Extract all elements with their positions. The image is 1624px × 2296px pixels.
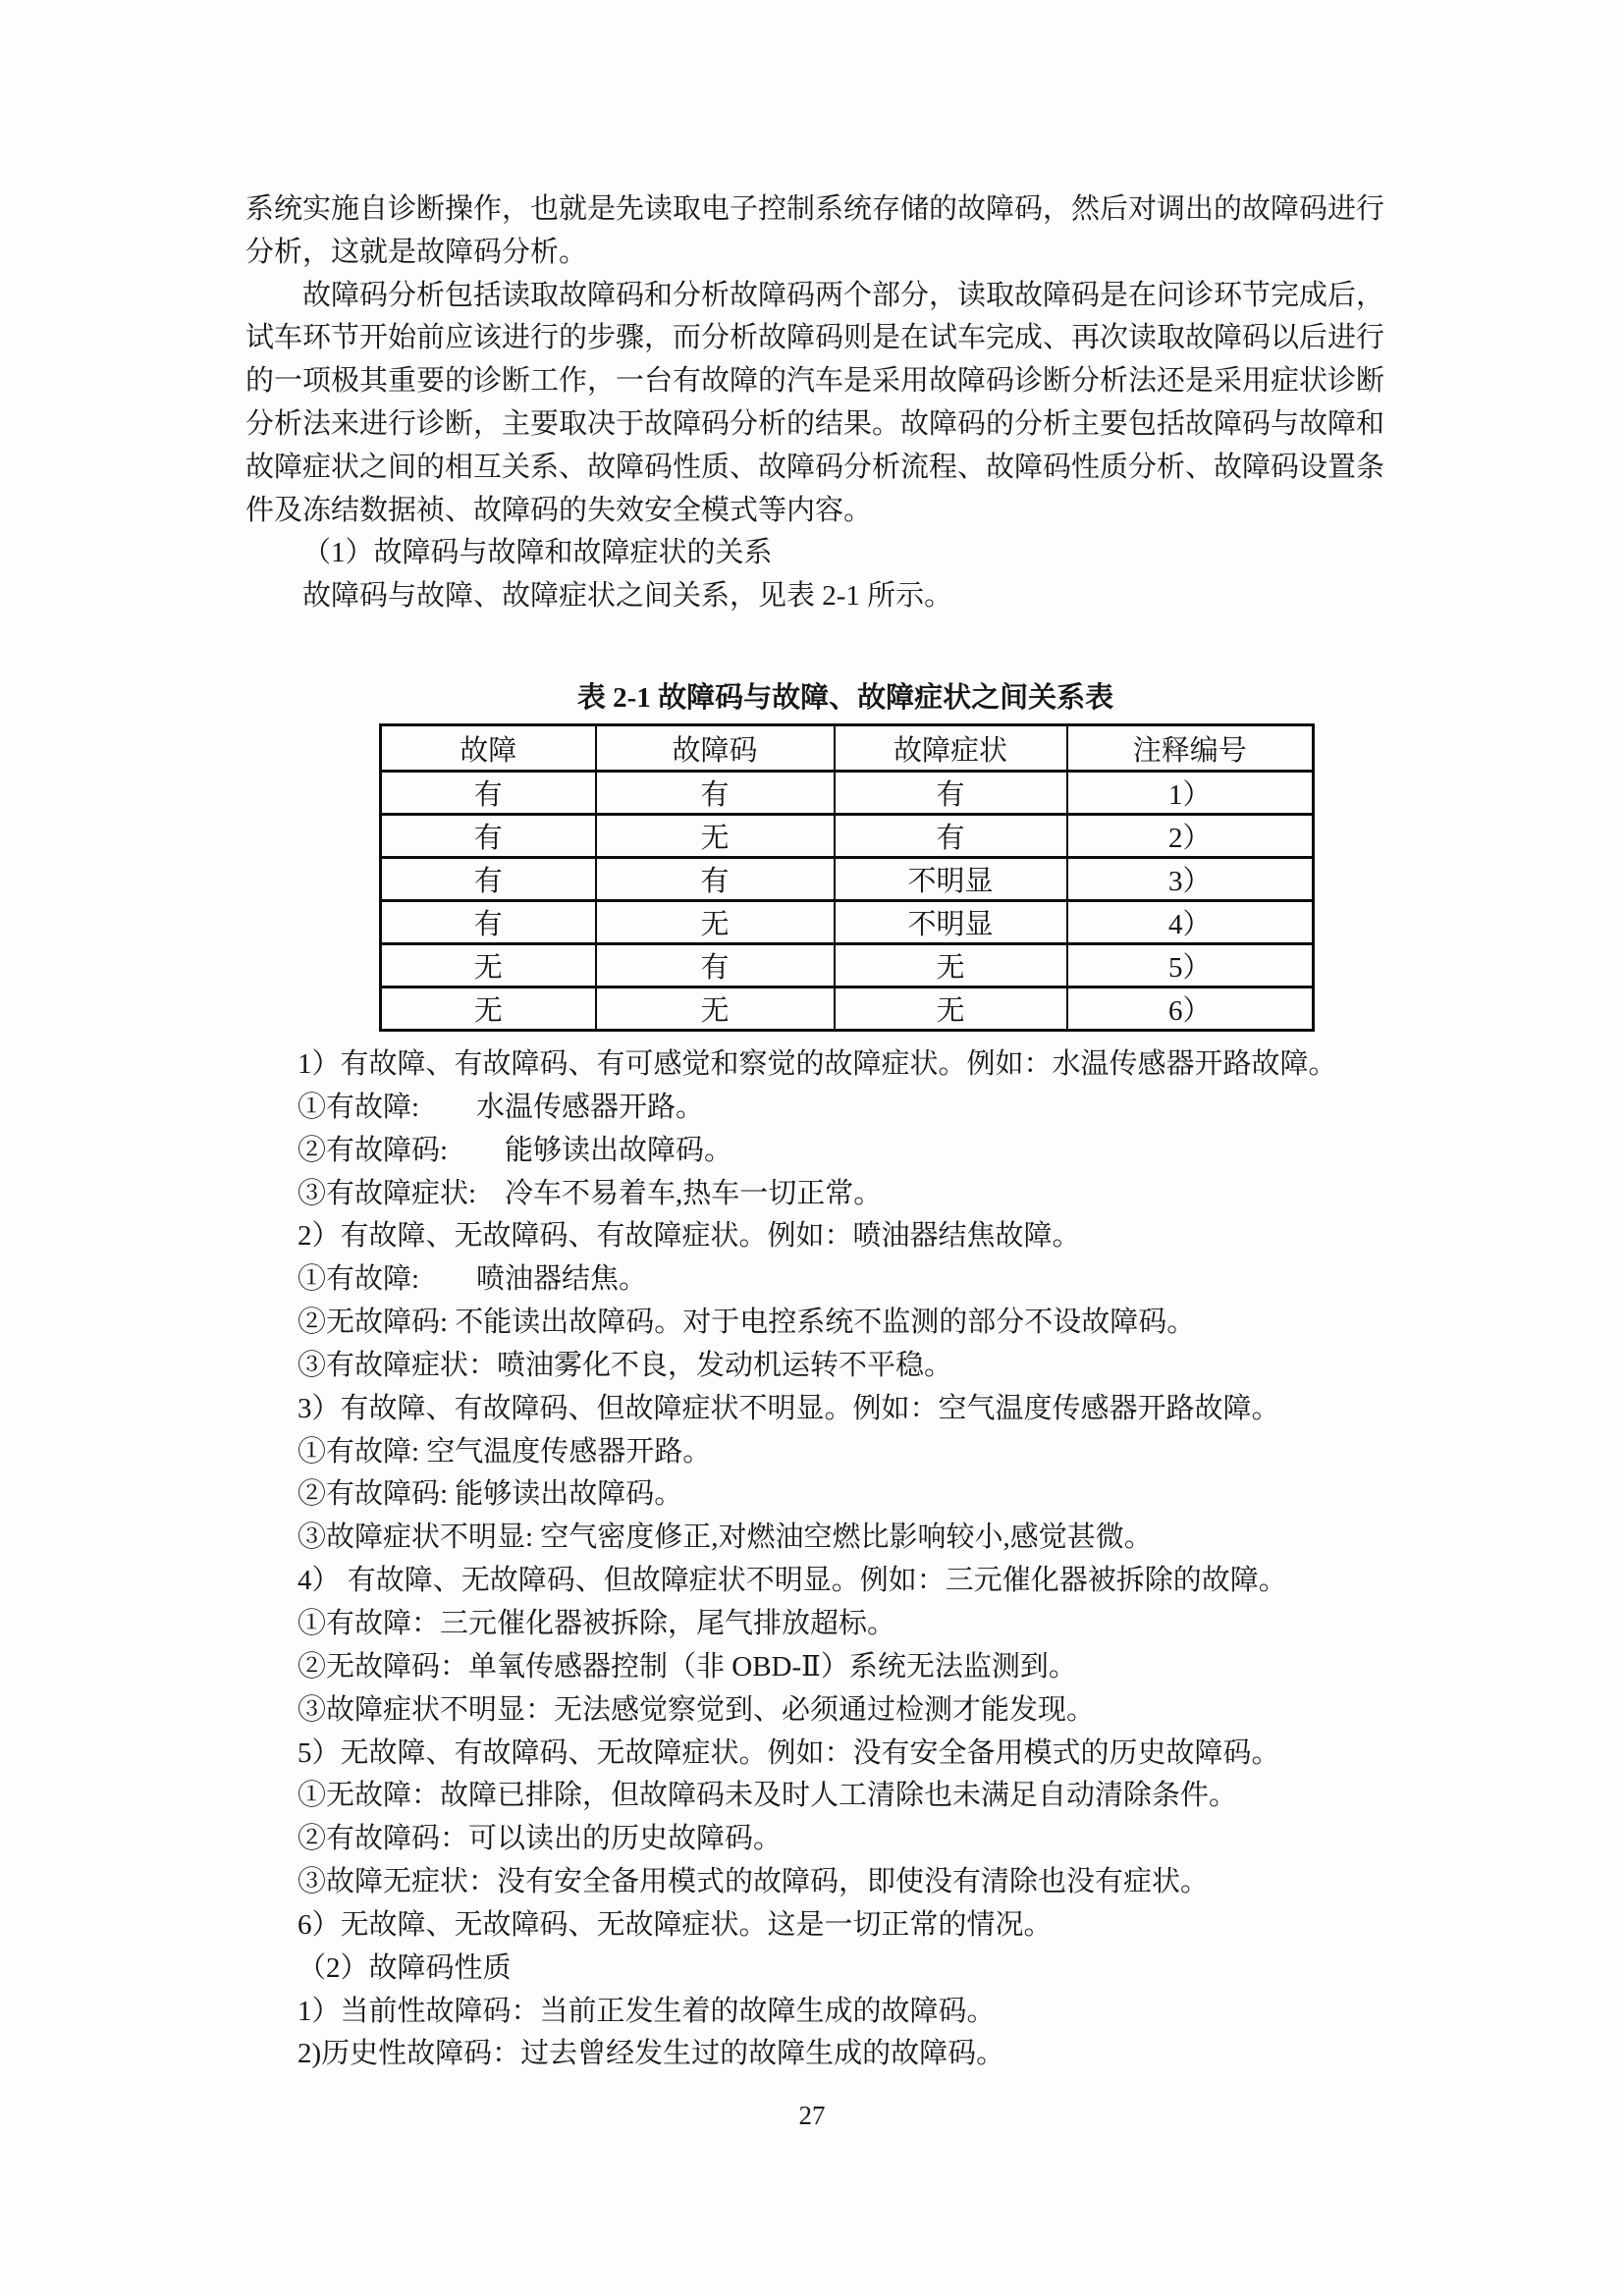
table-row: [381, 772, 1314, 815]
table-cell: 4）: [1067, 901, 1314, 944]
table-cell: 有: [596, 772, 835, 815]
text-line: ②有故障码：可以读出的历史故障码。: [298, 1823, 783, 1855]
text-line: ②无故障码：单氧传感器控制（非 OBD-Ⅱ）系统无法监测到。: [298, 1650, 1077, 1682]
table-cell: 无: [596, 901, 835, 944]
text-line: 的一项极其重要的诊断工作，一台有故障的汽车是采用故障码诊断分析法还是采用症状诊断: [245, 365, 1385, 398]
text-line: ①有故障：三元催化器被拆除，尾气排放超标。: [298, 1607, 896, 1639]
table-row: [381, 901, 1314, 944]
table-cell: 无: [596, 815, 835, 858]
fault-relation-table: [379, 723, 1315, 1032]
text-line: 4） 有故障、无故障码、但故障症状不明显。例如：三元催化器被拆除的故障。: [298, 1565, 1287, 1597]
text-line: 件及冻结数据祯、故障码的失效安全模式等内容。: [245, 494, 873, 526]
page-number: 27: [798, 2101, 826, 2130]
table-cell: 无: [596, 988, 835, 1031]
intro-paragraphs: [245, 188, 1394, 618]
text-line: ③有故障症状: 冷车不易着车,热车一切正常。: [298, 1177, 883, 1209]
text-line: ③有故障症状：喷油雾化不良，发动机运转不平稳。: [298, 1349, 953, 1381]
text-line: 试车环节开始前应该进行的步骤，而分析故障码则是在试车完成、再次读取故障码以后进行: [245, 322, 1385, 354]
text-line: ③故障症状不明显: 空气密度修正,对燃油空燃比影响较小,感觉甚微。: [298, 1522, 1153, 1554]
table-cell: 有: [596, 858, 835, 901]
table-row: [381, 988, 1314, 1031]
table-cell: 不明显: [835, 901, 1067, 944]
table-cell: 有: [381, 901, 596, 944]
table-cell: 有: [596, 944, 835, 988]
table-header-row: [381, 725, 1314, 772]
text-line: 2）有故障、无故障码、有故障症状。例如：喷油器结焦故障。: [298, 1220, 1081, 1253]
table-cell: 3）: [1067, 858, 1314, 901]
text-line: ①有故障: 喷油器结焦。: [298, 1263, 648, 1296]
table-row: [381, 858, 1314, 901]
table-cell: 6）: [1067, 988, 1314, 1031]
text-line: ②有故障码: 能够读出故障码。: [298, 1134, 733, 1166]
table-cell: 不明显: [835, 858, 1067, 901]
text-line: 分析法来进行诊断，主要取决于故障码分析的结果。故障码的分析主要包括故障码与故障和: [245, 407, 1385, 440]
text-line: ①无故障：故障已排除，但故障码未及时人工清除也未满足自动清除条件。: [298, 1780, 1238, 1812]
table-header-cell: 故障: [381, 725, 596, 772]
text-line: 故障码与故障、故障症状之间关系，见表 2-1 所示。: [302, 580, 953, 613]
text-line: 分析，这就是故障码分析。: [245, 236, 588, 268]
table-cell: 无: [835, 944, 1067, 988]
table-cell: 有: [381, 772, 596, 815]
table-row: [381, 944, 1314, 988]
notes-list: [298, 1043, 1407, 2076]
text-line: 5）无故障、有故障码、无故障症状。例如：没有安全备用模式的历史故障码。: [298, 1736, 1280, 1769]
table-cell: 1）: [1067, 772, 1314, 815]
text-line: 1）当前性故障码：当前正发生着的故障生成的故障码。: [298, 1995, 996, 2027]
text-line: （1）故障码与故障和故障症状的关系: [302, 537, 773, 569]
table-cell: 有: [835, 815, 1067, 858]
text-line: ①有故障: 水温传感器开路。: [298, 1091, 705, 1123]
table-title: 表 2-1 故障码与故障、故障症状之间关系表: [576, 682, 1114, 714]
table-cell: 有: [381, 858, 596, 901]
text-line: 故障症状之间的相互关系、故障码性质、故障码分析流程、故障码性质分析、故障码设置条: [245, 451, 1385, 483]
text-line: （2）故障码性质: [298, 1951, 512, 1984]
table-cell: 无: [381, 988, 596, 1031]
table-header-cell: 故障症状: [835, 725, 1067, 772]
table-cell: 有: [835, 772, 1067, 815]
text-line: ①有故障: 空气温度传感器开路。: [298, 1435, 712, 1468]
table-header-cell: 故障码: [596, 725, 835, 772]
table-cell: 无: [381, 944, 596, 988]
text-line: 1）有故障、有故障码、有可感觉和察觉的故障症状。例如：水温传感器开路故障。: [298, 1048, 1337, 1080]
text-line: ②有故障码: 能够读出故障码。: [298, 1478, 683, 1511]
text-line: 系统实施自诊断操作，也就是先读取电子控制系统存储的故障码，然后对调出的故障码进行: [245, 193, 1385, 225]
text-line: ②无故障码: 不能读出故障码。对于电控系统不监测的部分不设故障码。: [298, 1307, 1196, 1339]
table-cell: 5）: [1067, 944, 1314, 988]
text-line: 3）有故障、有故障码、但故障症状不明显。例如：空气温度传感器开路故障。: [298, 1392, 1280, 1424]
text-line: ③故障无症状：没有安全备用模式的故障码，即使没有清除也没有症状。: [298, 1866, 1210, 1898]
text-line: 2)历史性故障码：过去曾经发生过的故障生成的故障码。: [298, 2038, 1005, 2070]
table-body: [381, 772, 1314, 1031]
table-header-cell: 注释编号: [1067, 725, 1314, 772]
text-line: 6）无故障、无故障码、无故障症状。这是一切正常的情况。: [298, 1908, 1053, 1941]
table-row: [381, 815, 1314, 858]
text-line: 故障码分析包括读取故障码和分析故障码两个部分，读取故障码是在问诊环节完成后，: [302, 279, 1385, 311]
text-line: ③故障症状不明显：无法感觉察觉到、必须通过检测才能发现。: [298, 1693, 1096, 1726]
table-cell: 有: [381, 815, 596, 858]
table-cell: 无: [835, 988, 1067, 1031]
table-cell: 2）: [1067, 815, 1314, 858]
